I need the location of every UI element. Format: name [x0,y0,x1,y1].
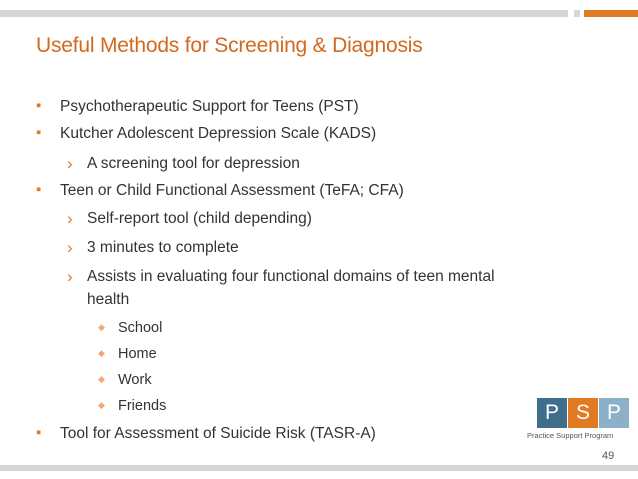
sub-bullet-domains: › Assists in evaluating four functional domains of teen mental [87,268,495,286]
sub-bullet-self-report: › Self-report tool (child depending) [87,210,312,228]
sub-bullet-kads-desc: › A screening tool for depression [87,155,300,173]
domain-item-work: ◆ Work [118,372,152,388]
sub-bullet-domains-continued: health [87,291,130,308]
bullet-kads: ▪ Kutcher Adolescent Depression Scale (KADS) [60,125,376,143]
sub-bullet-duration: › 3 minutes to complete [87,239,239,257]
domain-item-home: ◆ Home [118,346,157,362]
bullet-tefa: ▪ Teen or Child Functional Assessment (TeFA; CFA) [60,182,404,200]
logo-letter-p1: P [537,398,567,428]
slide-title: Useful Methods for Screening & Diagnosis [36,34,423,57]
top-accent-bar [0,10,638,17]
page-number: 49 [602,450,615,462]
bottom-divider [0,465,638,471]
domain-item-friends: ◆ Friends [118,398,166,414]
domain-item-school: ◆ School [118,320,162,336]
logo-letter-s: S [568,398,598,428]
logo-caption: Practice Support Program [527,431,614,440]
top-bar-gray-small-segment [574,10,580,17]
psp-logo [527,398,633,444]
bullet-tasr: ▪ Tool for Assessment of Suicide Risk (TASR-A) [60,425,376,443]
logo-letter-p2: P [599,398,629,428]
top-bar-orange-segment [584,10,638,17]
top-bar-gray-segment [0,10,568,17]
bullet-pst: ▪ Psychotherapeutic Support for Teens (PST) [60,98,359,116]
